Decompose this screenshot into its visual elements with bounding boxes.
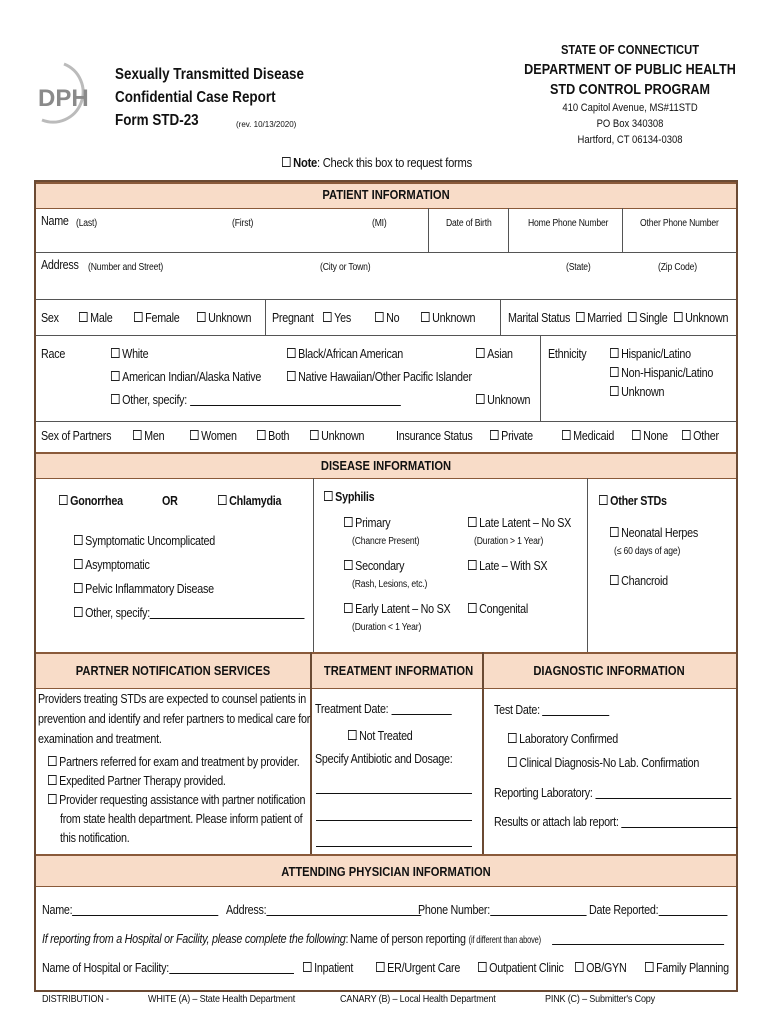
test-date-field[interactable]: Test Date: [494,703,610,717]
agency-address1: 410 Capitol Avenue, MS#11STD [562,102,698,114]
pns-intro-line1: Providers treating STDs are expected to counsel patients in [38,692,307,706]
marital-married-option[interactable]: Married [576,311,622,325]
physician-name-field[interactable]: Name: [42,903,219,917]
antibiotic-line1[interactable] [316,793,472,794]
ethnicity-unknown-option[interactable]: Unknown [610,385,664,399]
insurance-none-option[interactable]: None [632,429,668,443]
note-label: Note [293,155,318,170]
distribution-label: DISTRIBUTION - [42,993,109,1005]
race-nhpi-option[interactable]: Native Hawaiian/Other Pacific Islander [287,370,472,384]
facility-outpatient-option[interactable]: Outpatient Clinic [478,961,564,975]
neonatal-note: (≤ 60 days of age) [614,546,681,557]
syphilis-primary-option[interactable]: Primary [344,516,390,530]
sex-label: Sex [41,311,59,325]
insurance-medicaid-option[interactable]: Medicaid [562,429,614,443]
marital-single-option[interactable]: Single [628,311,668,325]
agency-address2: PO Box 340308 [596,118,664,130]
note-text: : Check this box to request forms [317,155,472,170]
chancroid-option[interactable]: Chancroid [610,574,668,588]
secondary-note: (Rash, Lesions, etc.) [352,579,428,590]
antibiotic-label: Specify Antibiotic and Dosage: [315,752,453,766]
form-title-line1: Sexually Transmitted Disease [115,66,304,83]
early-latent-note: (Duration < 1 Year) [352,622,422,633]
form-revision: (rev. 10/13/2020) [236,120,297,129]
syphilis-secondary-option[interactable]: Secondary [344,559,404,573]
race-white-option[interactable]: White [111,347,148,361]
race-unknown-option[interactable]: Unknown [476,393,530,407]
race-label: Race [41,347,66,361]
marital-unknown-option[interactable]: Unknown [674,311,728,325]
reporting-lab-field[interactable]: Reporting Laboratory: [494,786,731,800]
checkbox-icon [282,157,291,167]
zip-hint: (Zip Code) [658,262,697,273]
pregnant-yes-option[interactable]: Yes [323,311,351,325]
name-mi-hint: (MI) [372,218,387,229]
sex-female-option[interactable]: Female [134,311,179,325]
marital-label: Marital Status [508,311,571,325]
insurance-other-option[interactable]: Other [682,429,719,443]
syphilis-late-sx-option[interactable]: Late – With SX [468,559,547,573]
gc-asymptomatic-option[interactable]: Asymptomatic [74,558,150,572]
logo-text: DPH [38,85,89,112]
syphilis-early-latent-option[interactable]: Early Latent – No SX [344,602,450,616]
name-first-hint: (First) [232,218,254,229]
syphilis-checkbox[interactable]: Syphilis [324,490,374,504]
gc-symptomatic-option[interactable]: Symptomatic Uncomplicated [74,534,215,548]
pns-assistance-line2: from state health department. Please inform patient of [60,812,303,826]
primary-note: (Chancre Present) [352,536,420,547]
pns-referred-option[interactable]: Partners referred for exam and treatment by provider. [48,755,299,769]
facility-name-field[interactable]: Name of Hospital or Facility: [42,961,294,975]
dph-logo [34,62,94,130]
pns-intro-line3: examination and treatment. [38,732,162,746]
clinical-diagnosis-option[interactable]: Clinical Diagnosis-No Lab. Confirmation [508,756,699,770]
syphilis-congenital-option[interactable]: Congenital [468,602,528,616]
pregnant-unknown-option[interactable]: Unknown [421,311,475,325]
state-hint: (State) [566,262,591,273]
other-stds-checkbox[interactable]: Other STDs [599,494,667,508]
date-reported-field[interactable]: Date Reported: [589,903,727,917]
facility-family-planning-option[interactable]: Family Planning [645,961,729,975]
chlamydia-checkbox[interactable]: Chlamydia [218,494,281,508]
race-other-option[interactable]: Other, specify: [111,393,400,407]
reporter-field[interactable]: Name of person reporting (if different than above) [350,932,724,946]
partners-unknown-option[interactable]: Unknown [310,429,364,443]
syphilis-late-latent-option[interactable]: Late Latent – No SX [468,516,571,530]
pregnant-label: Pregnant [272,311,314,325]
race-black-option[interactable]: Black/African American [287,347,403,361]
address-label: Address [41,258,79,272]
distribution-canary: CANARY (B) – Local Health Department [340,993,496,1005]
sex-unknown-option[interactable]: Unknown [197,311,251,325]
distribution-white: WHITE (A) – State Health Department [148,993,296,1005]
agency-department: DEPARTMENT OF PUBLIC HEALTH [524,61,736,78]
pns-section-title: PARTNER NOTIFICATION SERVICES [75,663,271,678]
partners-women-option[interactable]: Women [190,429,237,443]
other-phone-label: Other Phone Number [640,218,719,229]
ethnicity-nonhispanic-option[interactable]: Non-Hispanic/Latino [610,366,713,380]
antibiotic-line2[interactable] [316,820,472,821]
hospital-note: If reporting from a Hospital or Facility, please complete the following: [42,932,349,946]
request-forms-checkbox[interactable] [282,155,472,170]
physician-section-title: ATTENDING PHYSICIAN INFORMATION [281,864,491,879]
name-last-hint: (Last) [76,218,97,229]
dob-label: Date of Birth [446,218,492,229]
ethnicity-label: Ethnicity [548,347,587,361]
facility-obgyn-option[interactable]: OB/GYN [575,961,626,975]
distribution-pink: PINK (C) – Submitter's Copy [545,993,655,1005]
form-number: Form STD-23 [115,112,199,129]
physician-address-field[interactable]: Address: [226,903,421,917]
pns-assistance-option[interactable]: Provider requesting assistance with partner notification [48,793,305,807]
sex-male-option[interactable]: Male [79,311,112,325]
agency-state: STATE OF CONNECTICUT [560,42,700,57]
city-hint: (City or Town) [320,262,371,273]
or-label: OR [162,494,178,508]
pns-ept-option[interactable]: Expedited Partner Therapy provided. [48,774,226,788]
name-label: Name [41,214,69,228]
patient-section-title: PATIENT INFORMATION [322,187,450,202]
sex-partners-label: Sex of Partners [41,429,112,443]
partners-both-option[interactable]: Both [257,429,289,443]
gc-pid-option[interactable]: Pelvic Inflammatory Disease [74,582,214,596]
form-title-line2: Confidential Case Report [115,89,276,106]
results-field[interactable]: Results or attach lab report: [494,815,737,829]
antibiotic-line3[interactable] [316,846,472,847]
pns-assistance-line3: this notification. [60,831,130,845]
insurance-label: Insurance Status [396,429,473,443]
not-treated-option[interactable]: Not Treated [348,729,413,743]
physician-phone-field[interactable]: Phone Number: [418,903,586,917]
insurance-private-option[interactable]: Private [490,429,533,443]
neonatal-herpes-option[interactable]: Neonatal Herpes [610,526,698,540]
treatment-section-title: TREATMENT INFORMATION [323,663,474,678]
gonorrhea-checkbox[interactable]: Gonorrhea [59,494,123,508]
pns-intro-line2: prevention and identify and refer partners to medical care for [38,712,311,726]
facility-er-option[interactable]: ER/Urgent Care [376,961,460,975]
diagnostic-section-title: DIAGNOSTIC INFORMATION [533,663,685,678]
ethnicity-hispanic-option[interactable]: Hispanic/Latino [610,347,691,361]
late-latent-note: (Duration > 1 Year) [474,536,544,547]
pregnant-no-option[interactable]: No [375,311,399,325]
treatment-date-field[interactable]: Treatment Date: [315,702,451,716]
partners-men-option[interactable]: Men [133,429,164,443]
disease-section-title: DISEASE INFORMATION [320,458,452,473]
home-phone-label: Home Phone Number [528,218,609,229]
race-aian-option[interactable]: American Indian/Alaska Native [111,370,261,384]
street-hint: (Number and Street) [88,262,164,273]
agency-program: STD CONTROL PROGRAM [549,81,711,98]
facility-inpatient-option[interactable]: Inpatient [303,961,353,975]
agency-address3: Hartford, CT 06134-0308 [577,134,683,146]
race-asian-option[interactable]: Asian [476,347,513,361]
gc-other-option[interactable]: Other, specify: [74,606,305,620]
lab-confirmed-option[interactable]: Laboratory Confirmed [508,732,618,746]
